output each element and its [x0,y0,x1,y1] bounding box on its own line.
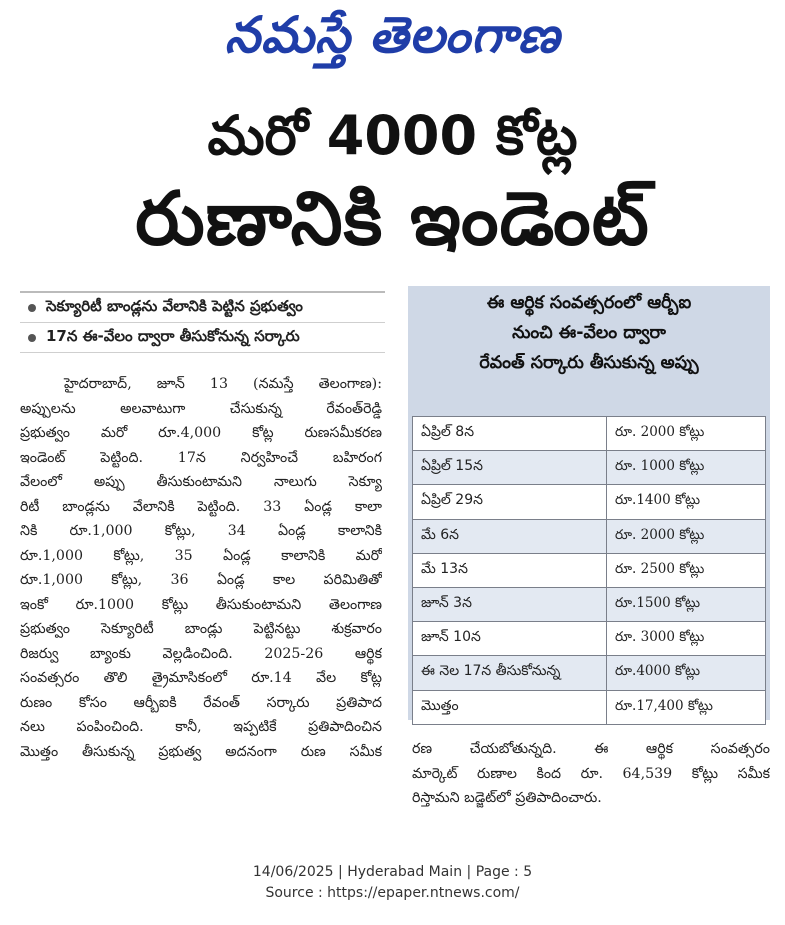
article-line: నలు పంపించింది. కానీ, ఇప్పటికే ప్రతిపాదించిన [20,719,382,735]
highlight-item [20,323,385,353]
highlights-list [20,291,385,353]
table-row [413,485,766,519]
headline-line-1: మరో 4000 కోట్ల [207,104,578,167]
date-cell: ఈ నెల 17న తీసుకోనున్న [413,656,607,690]
table-row [413,417,766,451]
bullet-icon [28,304,36,312]
article-line: ప్రభుత్వం మరో రూ.4,000 కోట్ల రుణసమీకరణ [20,425,382,441]
table-row [413,587,766,621]
article-line: రిస్తామని బడ్జెట్‌లో ప్రతిపాదించారు. [412,790,602,806]
date-cell: జూన్ 3న [413,587,607,621]
article-line: అప్పులను అలవాటుగా చేసుకున్న రేవంత్‌రెడ్డి [20,400,382,417]
loan-table-box [408,286,770,720]
masthead: నమస్తే తెలంగాణ [224,6,561,64]
table-row [413,519,766,553]
loan-table-title-line: ఈ ఆర్థిక సంవత్సరంలో ఆర్బీఐ [486,293,692,313]
date-cell: మే 6న [413,519,607,553]
loan-table-title-line: రేవంత్ సర్కారు తీసుకున్న అప్పు [479,353,699,373]
highlight-text: సెక్యూరిటీ బాండ్లను వేలానికి పెట్టిన ప్రభుత్వం [46,296,303,315]
amount-cell: రూ. 2500 కోట్లు [607,553,766,587]
article-line: మార్కెట్ రుణాల కింద రూ. 64,539 కోట్లు సమీక [412,765,770,782]
headline-line-2: రుణానికి ఇండెంట్ [135,176,650,262]
bullet-icon [28,334,36,342]
article-line: ప్రభుత్వం సెక్యూరిటీ బాండ్లు పెట్టినట్టు శుక్రవారం [20,621,382,637]
table-row [413,656,766,690]
loan-table-title [408,286,770,378]
amount-cell: రూ.1500 కోట్లు [607,587,766,621]
table-row [413,553,766,587]
article-line: రణ చేయబోతున్నది. ఈ ఆర్థిక సంవత్సరం [412,741,770,757]
article-body-right [412,737,770,811]
loan-table-title-line: నుంచి ఈ-వేలం ద్వారా [512,323,666,343]
article-line: రూ.1,000 కోట్లు, 36 ఏండ్ల కాల పరిమితితో [20,572,382,588]
amount-cell: రూ. 3000 కోట్లు [607,622,766,656]
article-line: వేలంలో అప్పు తీసుకుంటామని నాలుగు సెక్యూ [20,474,382,490]
article-line: ఇండెంట్ పెట్టింది. 17న నిర్వహించే బహిరంగ [20,449,382,466]
article-line: సంవత్సరం తొలి త్రైమాసికంలో రూ.14 వేల కోట్ల [20,670,382,686]
amount-cell: రూ.4000 కోట్లు [607,656,766,690]
table-row [413,451,766,485]
article-line: హైదరాబాద్, జూన్ 13 (నమస్తే తెలంగాణ): [64,376,382,392]
highlight-item [20,293,385,323]
loan-table [412,416,766,725]
footer-date-line: 14/06/2025 | Hyderabad Main | Page : 5 [252,864,533,880]
article-line: రుణం కోసం ఆర్బీఐకి రేవంత్ సర్కారు ప్రతిపాద [20,694,382,711]
amount-cell: రూ.1400 కోట్లు [607,485,766,519]
date-cell: ఏప్రిల్ 8న [413,417,607,451]
date-cell: ఏప్రిల్ 29న [413,485,607,519]
amount-cell: రూ. 2000 కోట్లు [607,519,766,553]
date-cell: మే 13న [413,553,607,587]
highlight-text: 17న ఈ-వేలం ద్వారా తీసుకోనున్న సర్కారు [46,326,300,345]
amount-cell: రూ. 1000 కోట్లు [607,451,766,485]
article-line: ఇంకో రూ.1000 కోట్లు తీసుకుంటామని తెలంగాణ [20,596,382,613]
date-cell: జూన్ 10న [413,622,607,656]
total-amount-cell: రూ.17,400 కోట్లు [607,690,766,724]
article-line: రిటీ బాండ్లను వేలానికి పెట్టింది. 33 ఏండ్ల కాలా [20,498,382,515]
article-body-left [20,372,382,764]
article-line: రూ.1,000 కోట్లు, 35 ఏండ్ల కాలానికి మరో [20,547,382,564]
page-footer [0,862,785,904]
table-total-row [413,690,766,724]
date-cell: ఏప్రిల్ 15న [413,451,607,485]
article-line: మొత్తం తీసుకున్న ప్రభుత్వ అదనంగా రుణ సమీక [20,743,382,760]
amount-cell: రూ. 2000 కోట్లు [607,417,766,451]
footer-source-line: Source : https://epaper.ntnews.com/ [265,885,520,901]
table-row [413,622,766,656]
total-label-cell: మొత్తం [413,690,607,724]
article-line: నికి రూ.1,000 కోట్లు, 34 ఏండ్ల కాలానికి [20,523,382,539]
article-line: రిజర్వు బ్యాంకు వెల్లడించింది. 2025-26 ఆర్థిక [20,645,382,662]
